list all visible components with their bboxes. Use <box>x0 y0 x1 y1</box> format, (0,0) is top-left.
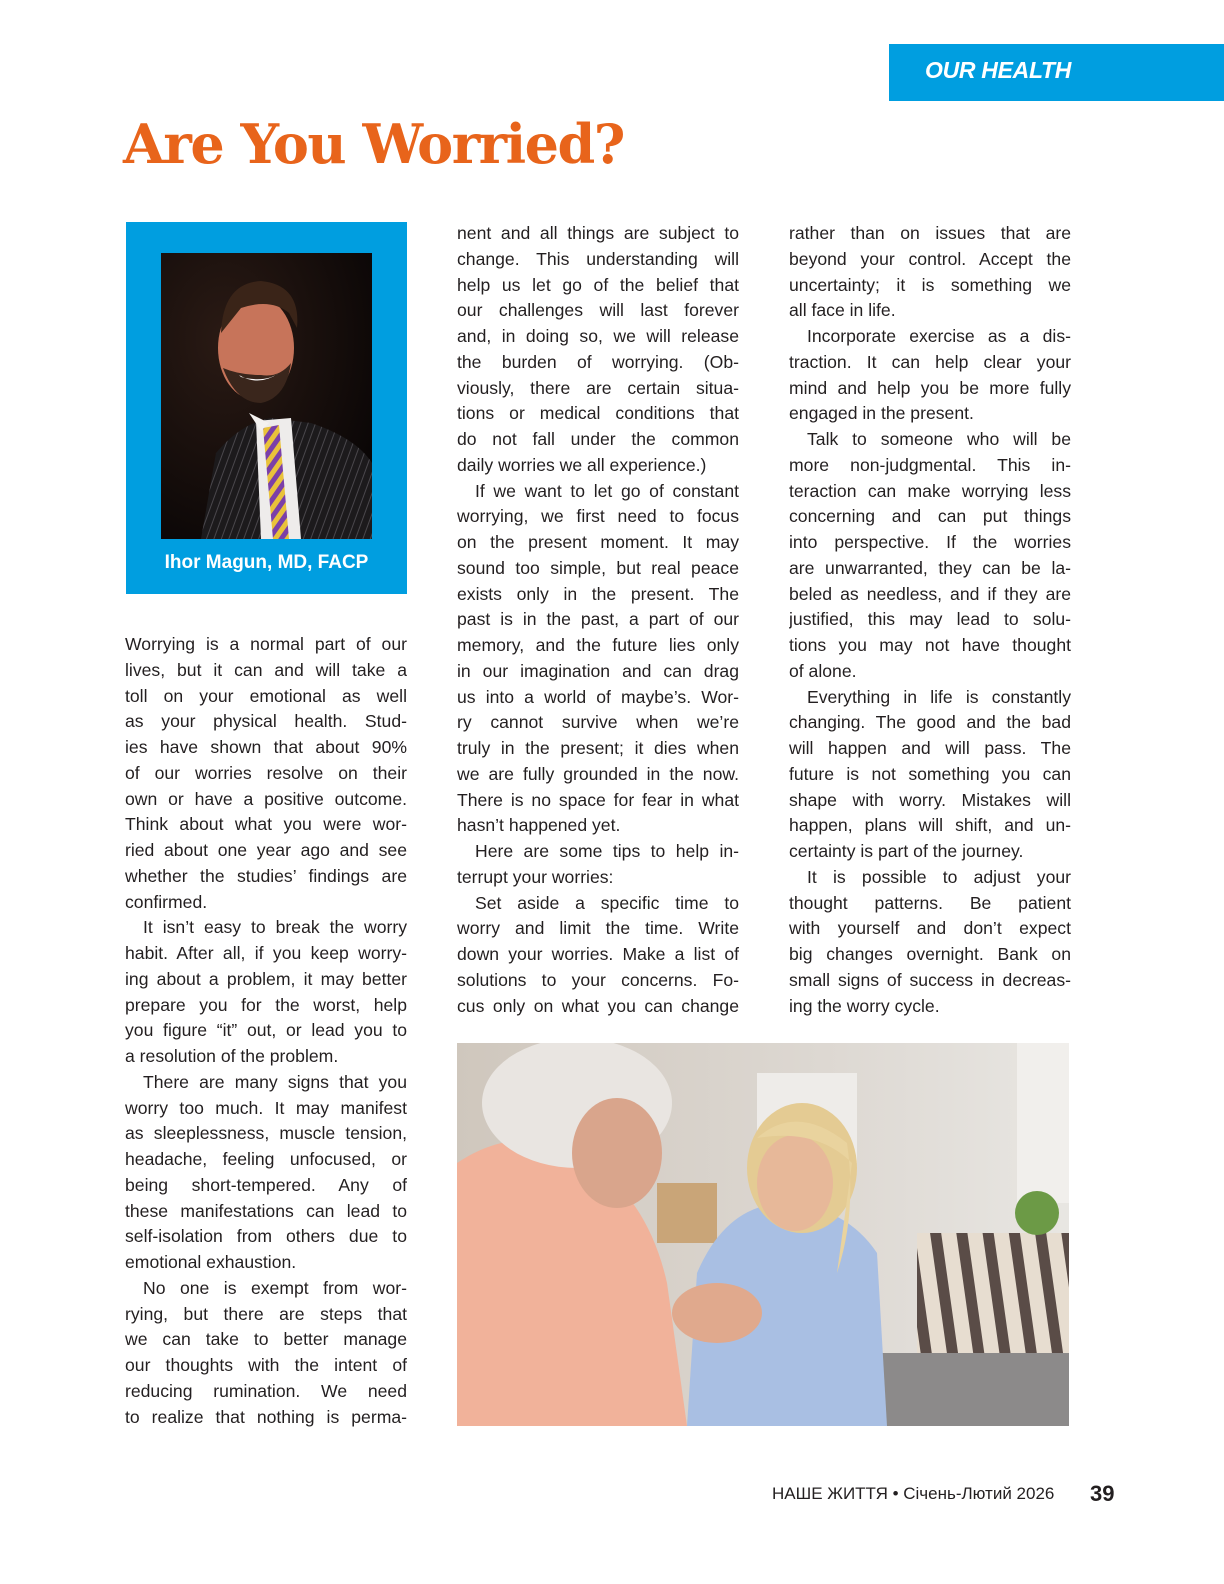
text-line: sound too simple, but real peace <box>457 557 739 578</box>
text-line: ried about one year ago and see <box>125 840 407 860</box>
text-line: ing the worry cycle. <box>789 995 940 1016</box>
text-line: the burden of worrying. (Ob- <box>457 351 739 372</box>
text-line: emotional exhaustion. <box>125 1252 297 1272</box>
text-line: help us let go of the belief that <box>457 274 739 295</box>
text-line: into perspective. If the worries <box>789 532 1071 552</box>
text-line: our thoughts with the intent of <box>125 1355 407 1375</box>
text-line: down your worries. Make a list of <box>457 944 739 964</box>
text-line: solutions to your concerns. Fo- <box>457 969 739 990</box>
text-line: It is possible to adjust your <box>807 866 1071 887</box>
text-line: ing about a problem, it may better <box>125 968 407 989</box>
text-line: happen, plans will shift, and un- <box>789 815 1071 836</box>
text-line: No one is exempt from wor- <box>143 1277 407 1298</box>
text-line: on the present moment. It may <box>457 532 739 552</box>
text-line: traction. It can help clear your <box>789 351 1071 372</box>
text-line: headache, feeling unfocused, or <box>125 1149 407 1169</box>
article-title: Are You Worried? <box>123 112 624 176</box>
caregiver-photo-illustration <box>457 1043 1069 1426</box>
text-line: hasn’t happened yet. <box>457 815 621 836</box>
text-line: you figure “it” out, or lead you to <box>125 1020 407 1041</box>
text-line: engaged in the present. <box>789 403 974 424</box>
text-line: past is in the past, a part of our <box>457 609 739 630</box>
text-line: truly in the present; it dies when <box>457 738 739 758</box>
text-line: whether the studies’ findings are <box>125 865 407 886</box>
text-line: habit. After all, if you keep worry- <box>125 943 407 963</box>
text-line: nent and all things are subject to <box>457 223 739 243</box>
text-line: If we want to let go of constant <box>475 480 739 501</box>
section-label: OUR HEALTH <box>925 57 1072 83</box>
text-line: certainty is part of the journey. <box>789 841 1024 861</box>
text-line: shape with worry. Mistakes will <box>789 789 1071 810</box>
text-line: There are many signs that you <box>143 1071 407 1092</box>
text-line: uncertainty; it is something we <box>789 274 1071 295</box>
author-photo-illustration <box>161 253 372 539</box>
page-number: 39 <box>1090 1481 1115 1506</box>
text-line: daily worries we all experience.) <box>457 454 707 475</box>
text-line: exists only in the present. The <box>457 583 739 604</box>
text-line: tions you may not have thought <box>789 635 1071 655</box>
footer-publication: НАШЕ ЖИТТЯ • Січень-Лютий 2026 <box>772 1484 1055 1503</box>
text-line: as sleeplessness, muscle tension, <box>125 1123 407 1144</box>
text-line: teraction can make worrying less <box>789 480 1071 501</box>
text-line: we are fully grounded in the now. <box>457 763 739 784</box>
text-line: will happen and will pass. The <box>789 738 1071 758</box>
text-line: small signs of success in decreas- <box>789 969 1071 990</box>
text-line: rying, but there are steps that <box>125 1303 407 1324</box>
text-line: big changes overnight. Bank on <box>789 944 1071 964</box>
text-line: as your physical health. Stud- <box>125 711 407 732</box>
text-line: tions or medical conditions that <box>457 403 739 424</box>
text-line: ry cannot survive when we’re <box>457 712 739 733</box>
text-line: There is no space for fear in what <box>457 789 739 810</box>
text-line: with yourself and don’t expect <box>789 918 1071 939</box>
text-line: of our worries resolve on their <box>125 762 407 783</box>
text-line: worry too much. It may manifest <box>125 1097 407 1118</box>
body-column-2 <box>457 221 739 1019</box>
text-line: beled as needless, and if they are <box>789 583 1071 604</box>
text-line: Set aside a specific time to <box>475 892 739 913</box>
text-line: Incorporate exercise as a dis- <box>807 326 1071 346</box>
text-line: being short-tempered. Any of <box>125 1174 407 1195</box>
author-photo <box>161 253 372 539</box>
text-line: Here are some tips to help in- <box>475 841 739 861</box>
text-line: self-isolation from others due to <box>125 1226 407 1247</box>
text-line: our challenges will last forever <box>457 300 739 321</box>
text-line: beyond your control. Accept the <box>789 248 1071 269</box>
text-line: own or have a positive outcome. <box>125 788 407 809</box>
text-line: toll on your emotional as well <box>125 685 407 706</box>
article-photo <box>457 1043 1069 1426</box>
text-line: Everything in life is constantly <box>807 686 1071 707</box>
text-line: reducing rumination. We need <box>125 1380 407 1401</box>
text-line: and, in doing so, we will release <box>457 326 739 346</box>
text-line: changing. The good and the bad <box>789 712 1071 733</box>
text-line: terrupt your worries: <box>457 866 614 887</box>
text-line: we can take to better manage <box>125 1329 407 1350</box>
text-line: us into a world of maybe’s. Wor- <box>457 686 739 707</box>
text-line: prepare you for the worst, help <box>125 994 407 1015</box>
text-line: change. This understanding will <box>457 248 739 269</box>
body-column-3 <box>789 221 1071 1019</box>
text-line: concerning and can put things <box>789 506 1071 527</box>
text-line: a resolution of the problem. <box>125 1046 339 1066</box>
text-line: worry and limit the time. Write <box>457 918 739 939</box>
author-portrait-frame <box>126 222 407 594</box>
text-line: do not fall under the common <box>457 429 739 449</box>
text-line: It isn’t easy to break the worry <box>143 917 407 938</box>
text-line: worrying, we first need to focus <box>457 506 739 527</box>
author-caption: Ihor Magun, MD, FACP <box>164 552 369 573</box>
text-line: all face in life. <box>789 300 896 321</box>
text-line: these manifestations can lead to <box>125 1200 407 1221</box>
text-line: Talk to someone who will be <box>807 429 1071 449</box>
text-line: lives, but it can and will take a <box>125 659 407 680</box>
text-line: in our imagination and can drag <box>457 660 739 681</box>
text-line: Think about what you were wor- <box>125 814 407 835</box>
text-line: thought patterns. Be patient <box>789 892 1071 913</box>
text-line: justified, this may lead to solu- <box>789 609 1071 630</box>
body-column-1 <box>125 632 407 1430</box>
text-line: to realize that nothing is perma- <box>125 1406 407 1427</box>
text-line: confirmed. <box>125 891 208 912</box>
text-line: viously, there are certain situa- <box>457 377 739 398</box>
text-line: cus only on what you can change <box>457 995 739 1016</box>
text-line: memory, and the future lies only <box>457 635 739 655</box>
text-line: are unwarranted, they can be la- <box>789 557 1071 578</box>
text-line: Worrying is a normal part of our <box>125 634 407 654</box>
text-line: mind and help you be more fully <box>789 377 1071 398</box>
text-line: of alone. <box>789 660 857 681</box>
text-line: ies have shown that about 90% <box>125 737 407 757</box>
text-line: future is not something you can <box>789 763 1071 784</box>
text-line: rather than on issues that are <box>789 223 1071 243</box>
section-banner <box>889 44 1224 101</box>
text-line: more non-judgmental. This in- <box>789 454 1071 475</box>
